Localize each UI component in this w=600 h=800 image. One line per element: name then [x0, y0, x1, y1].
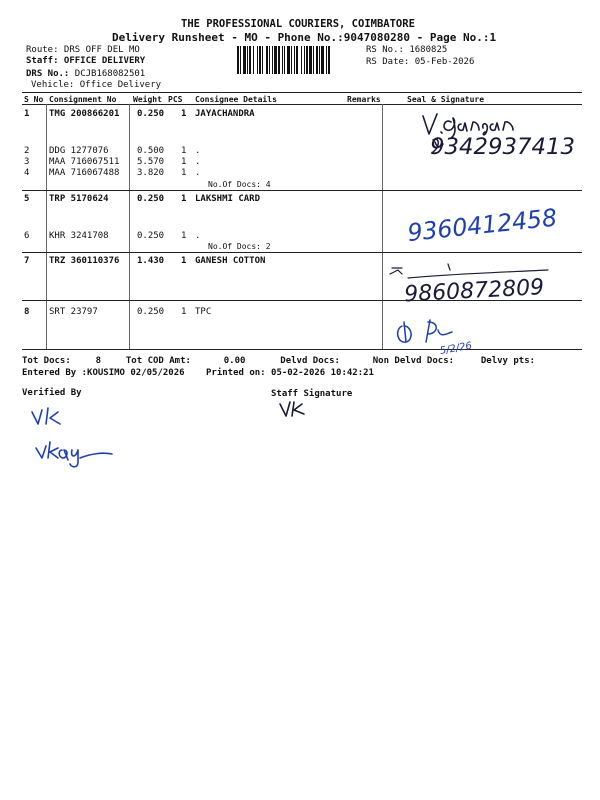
tot-docs-value: 8: [95, 356, 102, 366]
col-divider: [382, 104, 383, 349]
barcode: [237, 46, 362, 74]
col-sno: S No: [24, 95, 44, 104]
barcode-bar: [301, 46, 302, 74]
tot-docs-label: Tot Docs:: [22, 356, 71, 366]
drs-label: DRS No.:: [26, 69, 70, 79]
barcode-bar: [243, 46, 246, 74]
row-consignee: GANESH COTTON: [195, 256, 266, 266]
docs-count-note: No.Of Docs: 2: [208, 242, 271, 251]
row-consignee: LAKSHMI CARD: [195, 194, 261, 204]
row-divider: [22, 252, 582, 253]
signature-2-icon: [405, 203, 565, 248]
runsheet-subtitle: Delivery Runsheet - MO - Phone No.:9047080280 - Page No.:1: [112, 31, 497, 44]
rs-date: RS Date: 05-Feb-2026: [366, 57, 475, 67]
row-consignment: MAA 716067488: [49, 168, 120, 178]
barcode-bar: [272, 46, 273, 74]
barcode-bar: [247, 46, 248, 74]
col-seal: Seal & Signature: [407, 95, 485, 104]
row-sno: 2: [24, 146, 30, 156]
barcode-bar: [326, 46, 327, 74]
barcode-bar: [328, 46, 330, 74]
row-consignment: TMG 200866201: [49, 109, 120, 119]
barcode-bar: [316, 46, 318, 74]
barcode-bar: [309, 46, 312, 74]
barcode-bar: [278, 46, 280, 74]
barcode-bar: [253, 46, 254, 74]
barcode-bar: [319, 46, 320, 74]
row-consignee: .: [195, 146, 201, 156]
barcode-bar: [266, 46, 268, 74]
barcode-bar: [284, 46, 285, 74]
row-consignment: TRP 5170624: [49, 194, 109, 204]
col-consignee: Consignee Details: [195, 95, 277, 104]
barcode-bar: [249, 46, 251, 74]
row-consignee: .: [195, 157, 201, 167]
col-pcs: PCS: [168, 95, 183, 104]
row-pcs: 1: [181, 109, 187, 119]
entered-by: Entered By :KOUSIMO 02/05/2026: [22, 368, 185, 378]
col-divider: [46, 104, 47, 349]
svg-text:9860872809: 9860872809: [403, 275, 545, 308]
rs-number: RS No.: 1680825: [366, 45, 448, 55]
barcode-bar: [296, 46, 298, 74]
vehicle-text: Vehicle: Office Delivery: [31, 80, 162, 90]
tot-cod-label: Tot COD Amt:: [125, 356, 191, 366]
barcode-bar: [237, 46, 239, 74]
drs-number: [26, 69, 145, 79]
col-consignment: Consignment No: [49, 95, 117, 104]
col-divider: [129, 104, 130, 349]
row-consignee: .: [195, 168, 201, 178]
row-weight: 0.250: [137, 194, 165, 204]
docs-count-note: No.Of Docs: 4: [208, 180, 271, 189]
row-weight: 0.250: [137, 307, 165, 317]
row-weight: 1.430: [137, 256, 165, 266]
col-weight: Weight: [133, 95, 162, 104]
barcode-bar: [294, 46, 295, 74]
barcode-bar: [287, 46, 290, 74]
non-delvd-docs-label: Non Delvd Docs:: [372, 356, 455, 366]
barcode-bar: [274, 46, 277, 74]
barcode-bar: [269, 46, 270, 74]
row-consignment: MAA 716067511: [49, 157, 120, 167]
row-sno: 8: [24, 307, 30, 317]
row-pcs: 1: [181, 194, 187, 204]
verified-signature-icon: [32, 436, 122, 471]
row-sno: 5: [24, 194, 30, 204]
row-consignee: TPC: [195, 307, 212, 317]
tot-cod-value: 0.00: [223, 356, 246, 366]
row-consignment: DDG 1277076: [49, 146, 109, 156]
barcode-bar: [259, 46, 261, 74]
barcode-bar: [321, 46, 324, 74]
barcode-bar: [291, 46, 292, 74]
row-weight: 0.500: [137, 146, 165, 156]
signature-1-phone-icon: [428, 132, 598, 162]
barcode-bar: [257, 46, 258, 74]
signature-3-icon: [388, 258, 558, 308]
row-sno: 4: [24, 168, 30, 178]
staff-text: Staff: OFFICE DELIVERY: [26, 56, 146, 66]
row-weight: 3.820: [137, 168, 165, 178]
barcode-bar: [304, 46, 305, 74]
row-pcs: 1: [181, 231, 187, 241]
verified-initials-icon: [28, 404, 88, 434]
row-pcs: 1: [181, 256, 187, 266]
barcode-bar: [313, 46, 314, 74]
row-consignment: SRT 23797: [49, 307, 98, 317]
staff-initials-icon: [276, 398, 316, 423]
table-top-rule: [22, 92, 582, 93]
row-sno: 6: [24, 231, 30, 241]
barcode-bar: [306, 46, 308, 74]
signature-4-icon: [392, 312, 492, 362]
row-consignment: TRZ 360110376: [49, 256, 120, 266]
verified-by-label: Verified By: [22, 388, 82, 398]
svg-text:5/2/26: 5/2/26: [439, 340, 473, 358]
company-title: THE PROFESSIONAL COURIERS, COIMBATORE: [181, 18, 415, 30]
row-sno: 3: [24, 157, 30, 167]
row-pcs: 1: [181, 307, 187, 317]
delvy-pts-label: Delvy pts:: [480, 356, 536, 366]
barcode-bar: [262, 46, 263, 74]
row-consignee: .: [195, 231, 201, 241]
row-weight: 0.250: [137, 231, 165, 241]
row-weight: 0.250: [137, 109, 165, 119]
table-header-rule: [22, 104, 582, 105]
row-sno: 1: [24, 109, 30, 119]
row-divider: [22, 190, 582, 191]
barcode-bar: [240, 46, 241, 74]
staff-signature-label: Staff Signature: [271, 389, 353, 399]
printed-on: Printed on: 05-02-2026 10:42:21: [206, 368, 374, 378]
row-consignment: KHR 3241708: [49, 231, 109, 241]
svg-text:9342937413: 9342937413: [430, 135, 575, 160]
row-pcs: 1: [181, 146, 187, 156]
row-consignee: JAYACHANDRA: [195, 109, 255, 119]
row-pcs: 1: [181, 157, 187, 167]
row-sno: 7: [24, 256, 30, 266]
table-bottom-rule: [22, 349, 582, 350]
row-weight: 5.570: [137, 157, 165, 167]
row-pcs: 1: [181, 168, 187, 178]
delvd-docs-label: Delvd Docs:: [280, 356, 340, 366]
svg-text:9360412458: 9360412458: [406, 203, 561, 248]
route-text: Route: DRS OFF DEL MO: [26, 45, 140, 55]
barcode-bar: [282, 46, 283, 74]
drs-value: DCJB168082501: [74, 69, 146, 79]
col-remarks: Remarks: [347, 95, 381, 104]
